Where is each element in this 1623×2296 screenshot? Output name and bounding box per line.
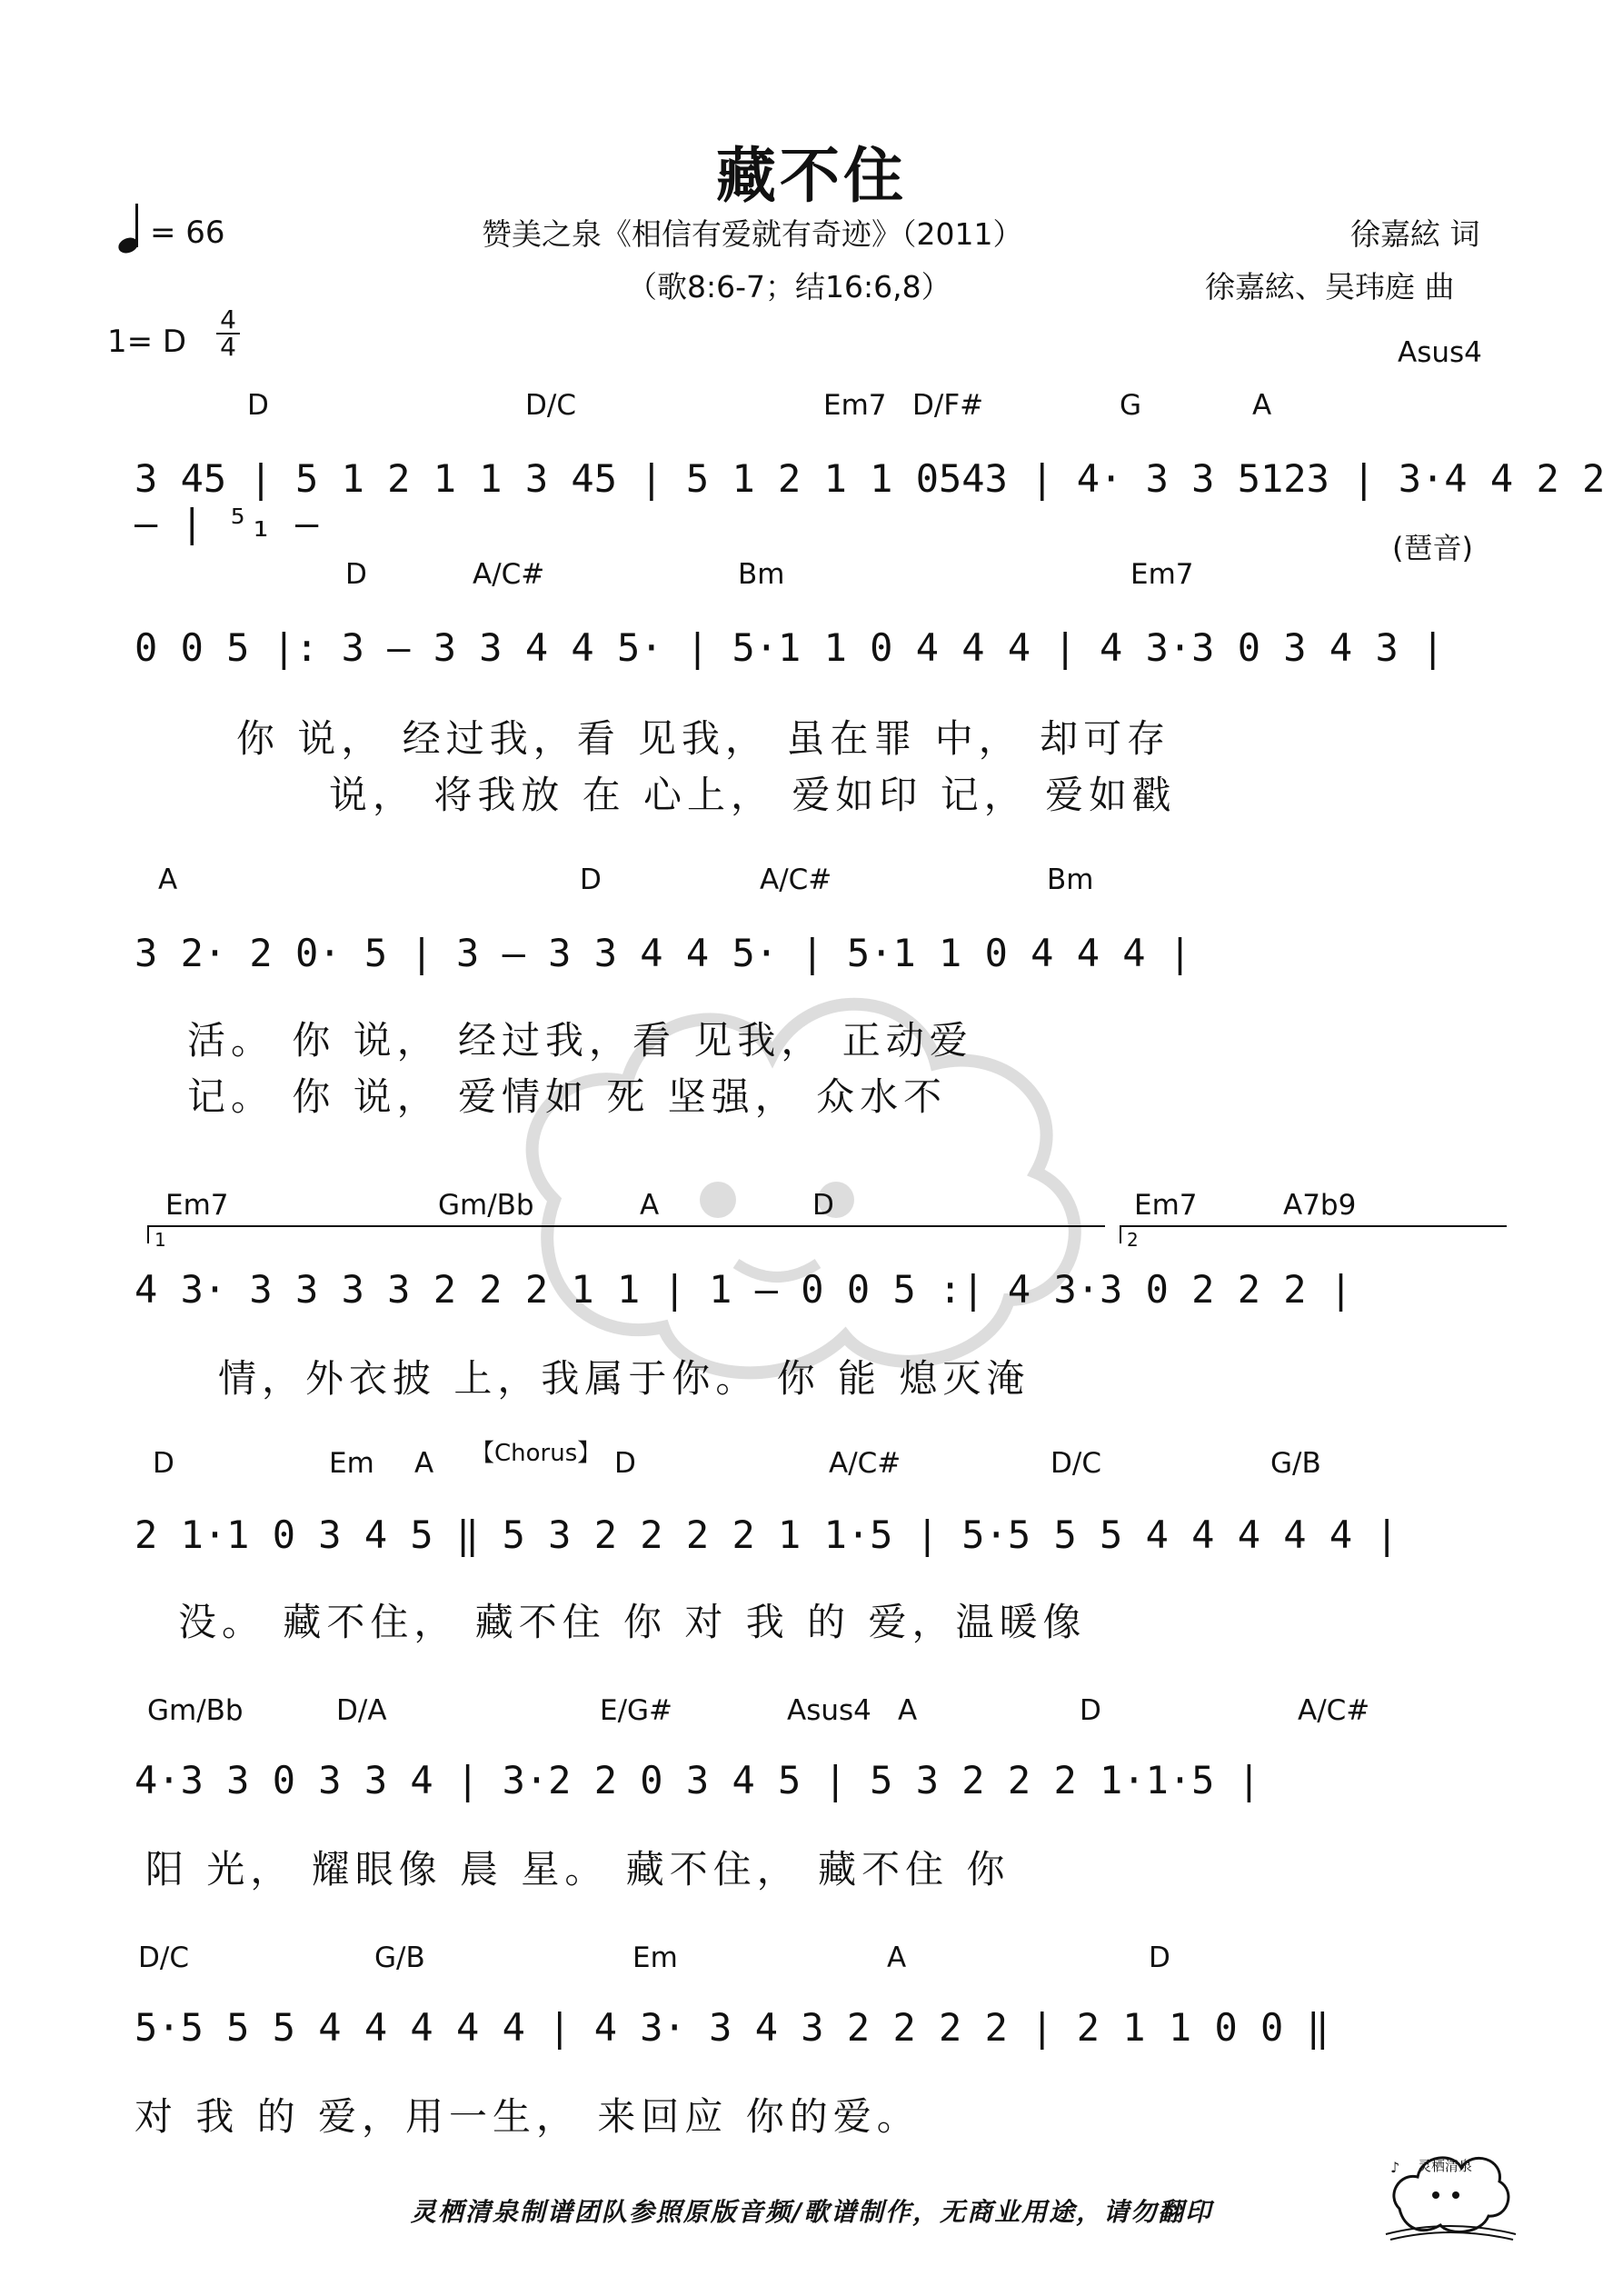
music-notation-line: 3 45 | 5 1 2 1 1 3 45 | 5 1 2 1 1 0543 | 4· 3 3 5123 | 3·4 4 2 2 – | ⁵₁ – <box>134 456 1606 545</box>
chorus-label: 【Chorus】 <box>471 1440 602 1467</box>
chord: Em7 <box>1130 558 1194 591</box>
lyrics-verse2: 记。 你 说， 爱情如 死 坚强， 众水不 <box>187 1074 948 1119</box>
footer-note: 灵栖清泉制谱团队参照原版音频/歌谱制作，无商业用途，请勿翻印 <box>410 2197 1213 2227</box>
chord: Em <box>632 1942 678 1974</box>
music-notation-line: 0 0 5 |: 3 – 3 3 4 4 5· | 5·1 1 0 4 4 4 | 4 3·3 0 3 4 3 | <box>134 625 1445 670</box>
chord: Asus4 <box>787 1694 871 1727</box>
chord: A <box>887 1942 907 1974</box>
chord: A <box>898 1694 918 1727</box>
chord: Em <box>329 1447 374 1480</box>
chord: A/C# <box>473 558 545 591</box>
chord: D/C <box>525 389 576 422</box>
volta-bracket-1 <box>147 1225 1105 1243</box>
chord: Bm <box>738 558 785 591</box>
chord: A/C# <box>760 863 832 896</box>
chord: Gm/Bb <box>147 1694 244 1727</box>
tempo-value: = 66 <box>150 215 225 251</box>
chord: D/A <box>336 1694 387 1727</box>
lyrics-verse1: 情，外衣披 上，我属于你。 你 能 熄灭淹 <box>218 1356 1031 1401</box>
composer: 徐嘉絃、吴玮庭 曲 <box>1205 269 1455 304</box>
chord: D <box>580 863 602 896</box>
lyrics-verse1: 活。 你 说， 经过我，看 见我， 正动爱 <box>187 1018 973 1063</box>
music-notation-line: 2 1·1 0 3 4 5 ‖ 5 3 2 2 2 2 1 1·5 | 5·5 5 5 4 4 4 4 4 | <box>134 1512 1399 1557</box>
tempo-marking <box>118 211 225 255</box>
chord: D <box>247 389 269 422</box>
chord: Asus4 <box>1398 336 1482 369</box>
music-notation-line: 5·5 5 5 4 4 4 4 4 | 4 3· 3 4 3 2 2 2 2 | 2 1 1 0 0 ‖ <box>134 2005 1329 2050</box>
lyrics-verse1: 没。 藏不住， 藏不住 你 对 我 的 爱，温暖像 <box>178 1600 1087 1644</box>
chord: D/C <box>1050 1447 1101 1480</box>
chord: G/B <box>374 1942 425 1974</box>
volta-bracket-2 <box>1120 1225 1507 1243</box>
volta-number: 2 <box>1127 1229 1139 1251</box>
chord: A <box>640 1189 660 1222</box>
arpeggio-note: (琶音) <box>1392 531 1473 565</box>
chord: Bm <box>1047 863 1094 896</box>
chord: D <box>1080 1694 1101 1727</box>
chord: D <box>1149 1942 1170 1974</box>
volta-number: 1 <box>154 1229 166 1251</box>
chord: D/C <box>138 1942 189 1974</box>
chord: Em7 <box>1134 1189 1198 1222</box>
album-info: 赞美之泉《相信有爱就有奇迹》（2011） <box>482 216 1023 252</box>
music-notation-line: 4·3 3 0 3 3 4 | 3·2 2 0 3 4 5 | 5 3 2 2 2 1·1·5 | <box>134 1758 1261 1802</box>
chord: A7b9 <box>1283 1189 1357 1222</box>
time-signature: 4 4 <box>216 307 240 360</box>
lyrics-verse1: 对 我 的 爱，用一生， 来回应 你的爱。 <box>134 2094 921 2139</box>
chord: A/C# <box>1298 1694 1370 1727</box>
song-title: 藏不住 <box>716 141 907 211</box>
chord: D <box>614 1447 636 1480</box>
svg-text:♪: ♪ <box>1390 2159 1400 2176</box>
chord: A <box>158 863 178 896</box>
lyrics-verse1: 你 说， 经过我，看 见我， 虽在罪 中， 却可存 <box>236 716 1171 761</box>
chord: Gm/Bb <box>438 1189 534 1222</box>
chord: G <box>1120 389 1142 422</box>
chord: Em7 <box>823 389 887 422</box>
lyrics-verse2: 说， 将我放 在 心上， 爱如印 记， 爱如戳 <box>329 773 1177 817</box>
chord: D <box>812 1189 834 1222</box>
chord: A/C# <box>829 1447 901 1480</box>
chord: D <box>153 1447 174 1480</box>
chord: G/B <box>1270 1447 1321 1480</box>
music-notation-line: 3 2· 2 0· 5 | 3 – 3 3 4 4 5· | 5·1 1 0 4 4 4 | <box>134 931 1192 975</box>
chord: A <box>414 1447 434 1480</box>
key-signature: 1= D <box>107 324 187 360</box>
logo-text: 灵栖清泉 <box>1418 2158 1473 2174</box>
chord: A <box>1252 389 1272 422</box>
lyricist: 徐嘉絃 词 <box>1350 216 1480 252</box>
chord: D/F# <box>912 389 984 422</box>
chord: D <box>345 558 367 591</box>
music-notation-line: 4 3· 3 3 3 3 2 2 2 1 1 | 1 – 0 0 5 :| 4 3·3 0 2 2 2 | <box>134 1267 1353 1312</box>
scripture-ref: （歌8:6-7；结16:6,8） <box>627 269 951 304</box>
chord: Em7 <box>165 1189 229 1222</box>
lyrics-verse1: 阳 光， 耀眼像 晨 星。 藏不住， 藏不住 你 <box>145 1847 1011 1892</box>
chord: E/G# <box>600 1694 673 1727</box>
